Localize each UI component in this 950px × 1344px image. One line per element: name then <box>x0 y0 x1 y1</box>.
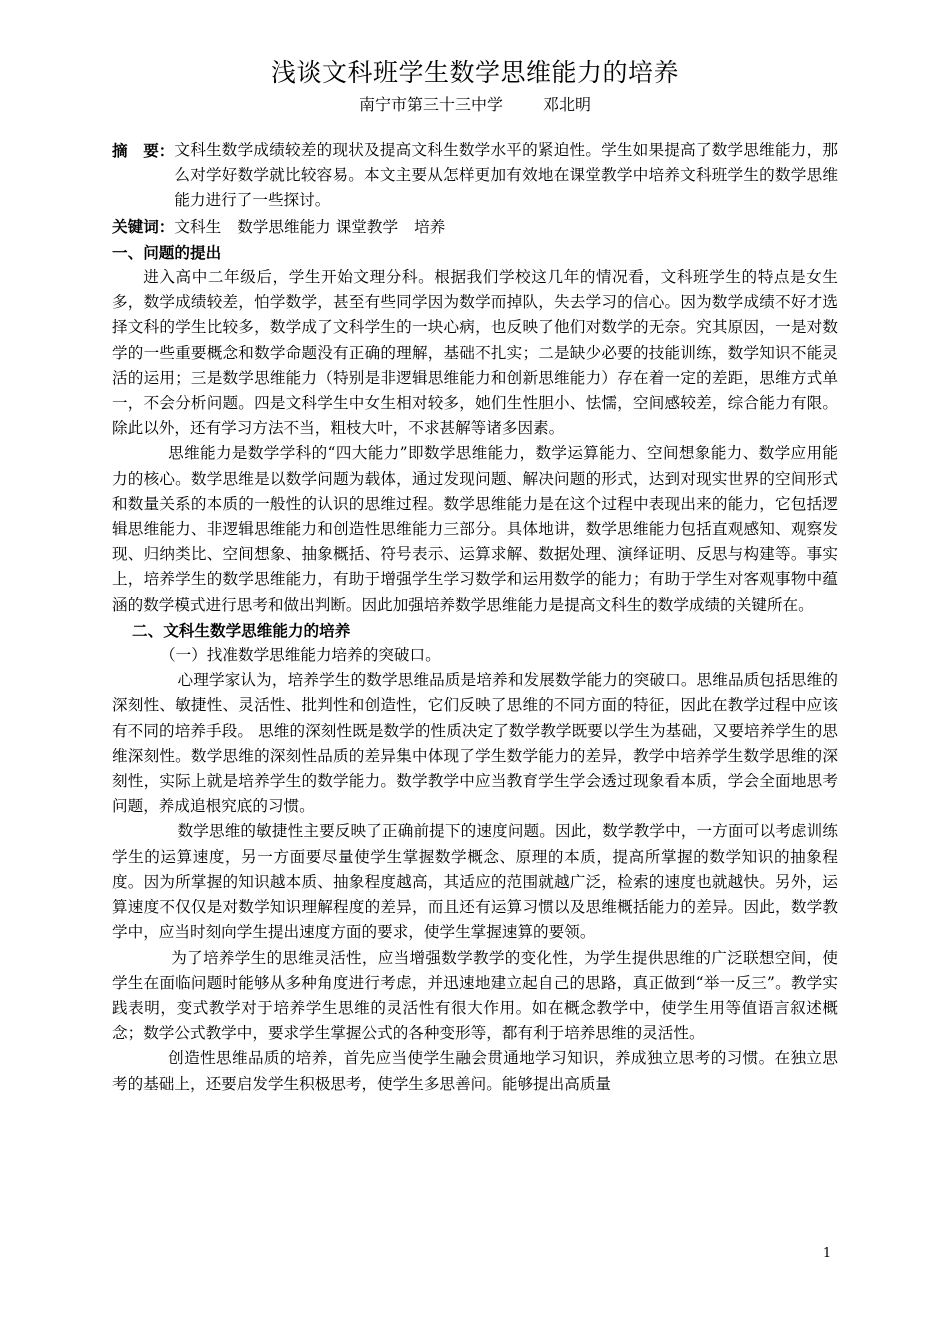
abstract <box>112 138 838 214</box>
author-name: 邓北明 <box>543 95 592 114</box>
paragraph: 为了培养学生的思维灵活性，应当增强数学教学的变化性，为学生提供思维的广泛联想空间，使学生在面临问题时能够从多种角度进行考虑，并迅速地建立起自己的思路，真正做到“举一反三”。教学实践表明，变式教学对于培养学生思维的灵活性有很大作用。如在概念教学中，使学生用等值语言叙述概念；数学公式教学中，要求学生掌握公式的各种变形等，都有利于培养思维的灵活性。 <box>112 948 838 1043</box>
paragraph: 思维能力是数学学科的“四大能力”即数学思维能力，数学运算能力、空间想象能力、数学应用能力的核心。数学思维是以数学问题为载体，通过发现问题、解决问题的形式，达到对现实世界的空间形式和数量关系的本质的一般性的认识的思维过程。数学思维能力是在这个过程中表现出来的能力，它包括逻辑思维能力、非逻辑思维能力和创造性思维能力三部分。具体地讲，数学思维能力包括直观感知、观察发现、归纳类比、空间想象、抽象概括、符号表示、运算求解、数据处理、演绎证明、反思与构建等。事实上，培养学生的数学思维能力，有助于增强学生学习数学和运用数学的能力；有助于学生对客观事物中蕴涵的数学模式进行思考和做出判断。因此加强培养数学思维能力是提高文科生的数学成绩的关键所在。 <box>112 444 838 614</box>
paragraph: 心理学家认为，培养学生的数学思维品质是培养和发展数学能力的突破口。思维品质包括思维的深刻性、敏捷性、灵活性、批判性和创造性，它们反映了思维的不同方面的特征，因此在教学过程中应该有不同的培养手段。 思维的深刻性既是数学的性质决定了数学教学既要以学生为基础，又要培养学生的思维深刻性。数学思维的深刻性品质的差异集中体现了学生数学能力的差异，教学中培养学生数学思维的深刻性，实际上就是培养学生的数学能力。数学教学中应当教育学生学会透过现象看本质，学会全面地思考问题，养成追根究底的习惯。 <box>112 671 838 816</box>
subsection-heading: （一）找准数学思维能力培养的突破口。 <box>160 646 441 665</box>
keyword: 文科生 <box>174 217 222 236</box>
page-number-value: 1 <box>822 1246 832 1261</box>
section-heading-2: 二、文科生数学思维能力的培养 <box>132 620 351 640</box>
page-title: 浅谈文科班学生数学思维能力的培养 <box>270 58 679 87</box>
section-heading-1: 一、问题的提出 <box>112 242 222 262</box>
page-number <box>0 1246 950 1261</box>
keywords-label: 关键词： <box>112 216 175 236</box>
keyword: 数学思维能力 课堂教学 <box>237 217 399 236</box>
keyword: 培养 <box>414 217 446 236</box>
abstract-label: 摘 要： <box>112 141 175 160</box>
abstract-text: 文科生数学成绩较差的现状及提高文科生数学水平的紧迫性。学生如果提高了数学思维能力，那么对学好数学就比较容易。本文主要从怎样更加有效地在课堂教学中培养文科班学生的数学思维能力进行了一些探讨。 <box>174 141 838 210</box>
author-school: 南宁市第三十三中学 <box>358 95 503 114</box>
keywords <box>112 214 838 240</box>
paragraph: 进入高中二年级后，学生开始文理分科。根据我们学校这几年的情况看，文科班学生的特点是女生多，数学成绩较差，怕学数学，甚至有些同学因为数学而掉队，失去学习的信心。因为数学成绩不好才选择文科的学生比较多，数学成了文科学生的一块心病，也反映了他们对数学的无奈。究其原因，一是对数学的一些重要概念和数学命题没有正确的理解，基础不扎实；二是缺少必要的技能训练，数学知识不能灵活的运用；三是数学思维能力（特别是非逻辑思维能力和创新思维能力）存在着一定的差距，思维方式单一，不会分析问题。四是文科学生中女生相对较多，她们生性胆小、怯懦，空间感较差，综合能力有限。除此以外，还有学习方法不当，粗枝大叶，不求甚解等诸多因素。 <box>112 268 838 438</box>
paragraph: 数学思维的敏捷性主要反映了正确前提下的速度问题。因此，数学教学中，一方面可以考虑训练学生的运算速度，另一方面要尽量使学生掌握数学概念、原理的本质，提高所掌握的数学知识的抽象程度。因为所掌握的知识越本质、抽象程度越高，其适应的范围就越广泛，检索的速度也就越快。另外，运算速度不仅仅是对数学知识理解程度的差异，而且还有运算习惯以及思维概括能力的差异。因此，数学教学中，应当时刻向学生提出速度方面的要求，使学生掌握速算的要领。 <box>112 822 838 942</box>
author-line <box>112 92 838 118</box>
paragraph: 创造性思维品质的培养，首先应当使学生融会贯通地学习知识，养成独立思考的习惯。在独立思考的基础上，还要启发学生积极思考，使学生多思善问。能够提出高质量 <box>112 1049 838 1093</box>
document-page <box>112 56 838 1097</box>
